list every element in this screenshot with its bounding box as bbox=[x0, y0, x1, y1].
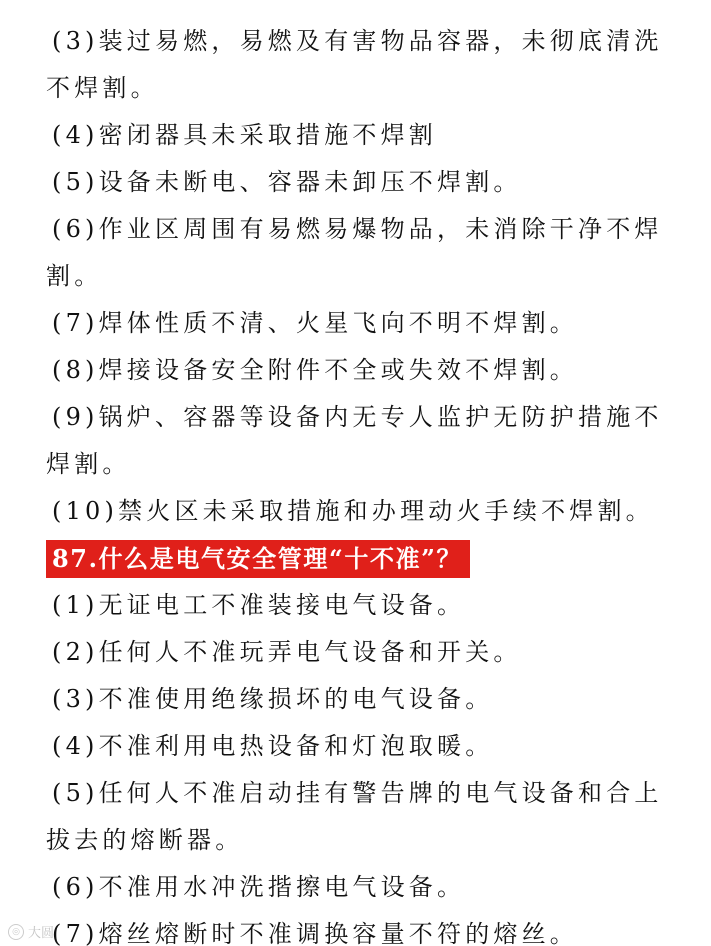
text-line: (5)任何人不准启动挂有警告牌的电气设备和合上 bbox=[52, 779, 663, 807]
text-line: (9)锅炉、容器等设备内无专人监护无防护措施不 bbox=[52, 403, 663, 431]
text-line: (2)任何人不准玩弄电气设备和开关。 bbox=[52, 638, 522, 666]
text-line: (4)不准利用电热设备和灯泡取暖。 bbox=[52, 732, 494, 760]
text-line: (7)焊体性质不清、火星飞向不明不焊割。 bbox=[52, 309, 578, 337]
text-line: (3)装过易燃，易燃及有害物品容器，未彻底清洗 bbox=[52, 27, 663, 55]
section-heading: 87.什么是电气安全管理“十不准”？ bbox=[46, 540, 470, 578]
section-heading-row bbox=[46, 535, 666, 582]
text-line: (3)不准使用绝缘损坏的电气设备。 bbox=[52, 685, 494, 713]
text-line: 不焊割。 bbox=[46, 74, 159, 102]
text-line: (10)禁火区未采取措施和办理动火手续不焊割。 bbox=[52, 497, 654, 525]
text-line: (5)设备未断电、容器未卸压不焊割。 bbox=[52, 168, 522, 196]
text-line: 焊割。 bbox=[46, 450, 131, 478]
text-line: (1)无证电工不准装接电气设备。 bbox=[52, 591, 466, 619]
text-line: 割。 bbox=[46, 262, 103, 290]
text-line: (6)作业区周围有易燃易爆物品，未消除干净不焊 bbox=[52, 215, 663, 243]
text-line: (8)焊接设备安全附件不全或失效不焊割。 bbox=[52, 356, 578, 384]
text-line: (4)密闭器具未采取措施不焊割 bbox=[52, 121, 437, 149]
text-body bbox=[46, 18, 666, 946]
watermark bbox=[8, 922, 54, 941]
watermark-text: 大圆 bbox=[28, 926, 55, 941]
text-line: (7)熔丝熔断时不准调换容量不符的熔丝。 bbox=[52, 920, 578, 946]
watermark-logo-icon: ◎ bbox=[8, 924, 24, 940]
text-line: 拔去的熔断器。 bbox=[46, 826, 244, 854]
text-line: (6)不准用水冲洗揩擦电气设备。 bbox=[52, 873, 466, 901]
